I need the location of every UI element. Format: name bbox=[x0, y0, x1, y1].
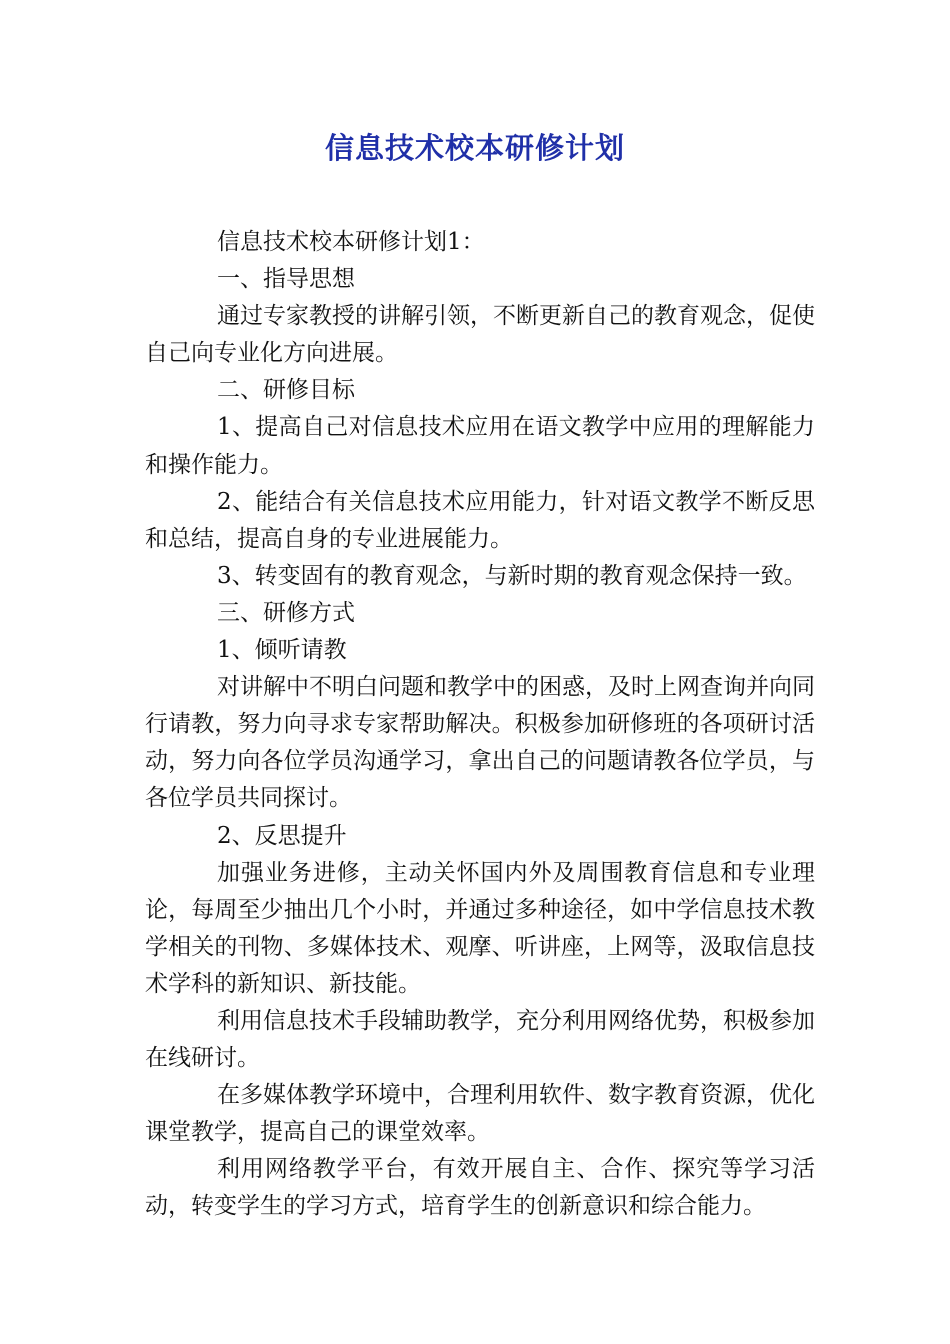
document-body bbox=[145, 224, 815, 1226]
paragraph-network-platform: 利用网络教学平台，有效开展自主、合作、探究等学习活动，转变学生的学习方式，培育学生的创新意识和综合能力。 bbox=[145, 1156, 815, 1220]
paragraph-multimedia: 在多媒体教学环境中，合理利用软件、数字教育资源，优化课堂教学，提高自己的课堂效率。 bbox=[145, 1082, 815, 1146]
goal-item-2: 2、能结合有关信息技术应用能力，针对语文教学不断反思和总结，提高自身的专业进展能力。 bbox=[145, 488, 815, 552]
section-heading-goals: 二、研修目标 bbox=[217, 377, 355, 404]
goal-item-1: 1、提高自己对信息技术应用在语文教学中应用的理解能力和操作能力。 bbox=[145, 414, 815, 478]
document-title: 信息技术校本研修计划 bbox=[324, 131, 625, 165]
paragraph-guiding-ideology: 通过专家教授的讲解引领，不断更新自己的教育观念，促使自己向专业化方向进展。 bbox=[145, 303, 815, 367]
paragraph-it-teaching: 利用信息技术手段辅助教学，充分利用网络优势，积极参加在线研讨。 bbox=[145, 1007, 815, 1072]
section-heading-methods: 三、研修方式 bbox=[217, 599, 355, 626]
plan-heading: 信息技术校本研修计划1： bbox=[217, 229, 485, 255]
paragraph-reflect: 加强业务进修，主动关怀国内外及周围教育信息和专业理论，每周至少抽出几个小时，并通过多种途径，如中学信息技术教学相关的刊物、多媒体技术、观摩、听讲座，上网等，汲取信息技术学科的新知识、新技能。 bbox=[145, 859, 815, 997]
method-heading-listen: 1、倾听请教 bbox=[217, 637, 347, 664]
method-heading-reflect: 2、反思提升 bbox=[217, 822, 347, 849]
paragraph-listen: 对讲解中不明白问题和教学中的困惑，及时上网查询并向同行请教，努力向寻求专家帮助解决。积极参加研修班的各项研讨活动，努力向各位学员沟通学习，拿出自己的问题请教各位学员，与各位学员共同探讨。 bbox=[145, 674, 815, 812]
section-heading-guiding-ideology: 一、指导思想 bbox=[217, 266, 355, 293]
goal-item-3: 3、转变固有的教育观念，与新时期的教育观念保持一致。 bbox=[217, 562, 807, 589]
